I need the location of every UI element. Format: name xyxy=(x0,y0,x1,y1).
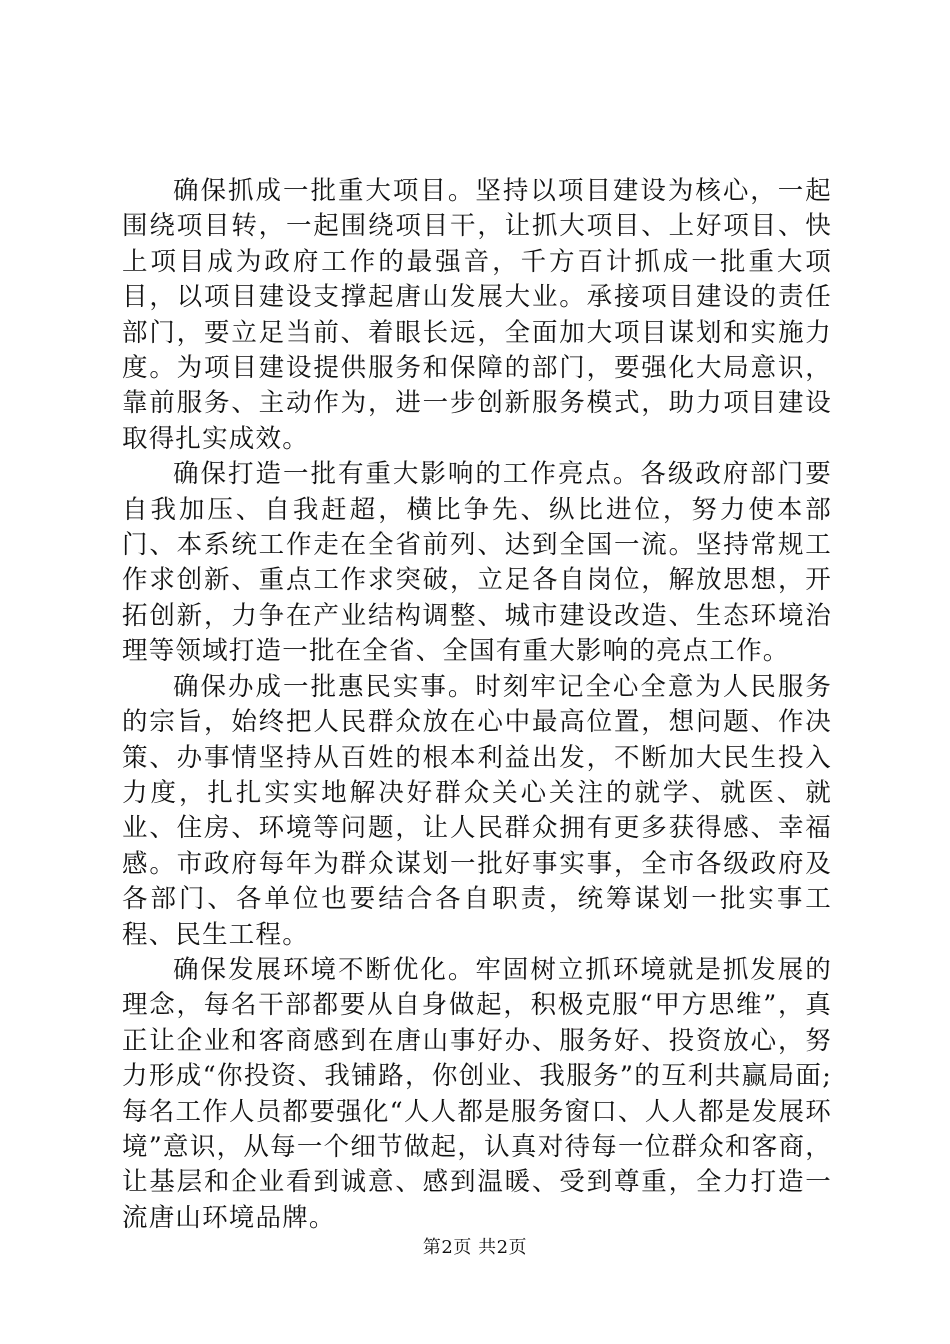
paragraph-livelihood-projects: 确保办成一批惠民实事。时刻牢记全心全意为人民服务的宗旨，始终把人民群众放在心中最高位置，想问题、作决策、办事情坚持从百姓的根本利益出发，不断加大民生投入力度，扎扎实实地解决好群众关心关注的就学、就医、就业、住房、环境等问题，让人民群众拥有更多获得感、幸福感。市政府每年为群众谋划一批好事实事，全市各级政府及各部门、各单位也要结合各自职责，统筹谋划一批实事工程、民生工程。 xyxy=(122,671,832,950)
paragraph-major-projects: 确保抓成一批重大项目。坚持以项目建设为核心，一起围绕项目转，一起围绕项目干，让抓大项目、上好项目、快上项目成为政府工作的最强音，千方百计抓成一批重大项目，以项目建设支撑起唐山发展大业。承接项目建设的责任部门，要立足当前、着眼长远，全面加大项目谋划和实施力度。为项目建设提供服务和保障的部门，要强化大局意识，靠前服务、主动作为，进一步创新服务模式，助力项目建设取得扎实成效。 xyxy=(122,176,832,454)
document-body xyxy=(122,174,832,1236)
page-number-footer: 第2页 共2页 xyxy=(422,1237,528,1258)
paragraph-development-environment: 确保发展环境不断优化。牢固树立抓环境就是抓发展的理念，每名干部都要从自身做起，积极克服“甲方思维”，真正让企业和客商感到在唐山事好办、服务好、投资放心，努力形成“你投资、我铺路，你创业、我服务”的互利共赢局面;每名工作人员都要强化“人人都是服务窗口、人人都是发展环境”意识，从每一个细节做起，认真对待每一位群众和客商，让基层和企业看到诚意、感到温暖、受到尊重，全力打造一流唐山环境品牌。 xyxy=(122,954,832,1233)
paragraph-work-highlights: 确保打造一批有重大影响的工作亮点。各级政府部门要自我加压、自我赶超，横比争先、纵比进位，努力使本部门、本系统工作走在全省前列、达到全国一流。坚持常规工作求创新、重点工作求突破，立足各自岗位，解放思想，开拓创新，力争在产业结构调整、城市建设改造、生态环境治理等领域打造一批在全省、全国有重大影响的亮点工作。 xyxy=(122,459,832,667)
